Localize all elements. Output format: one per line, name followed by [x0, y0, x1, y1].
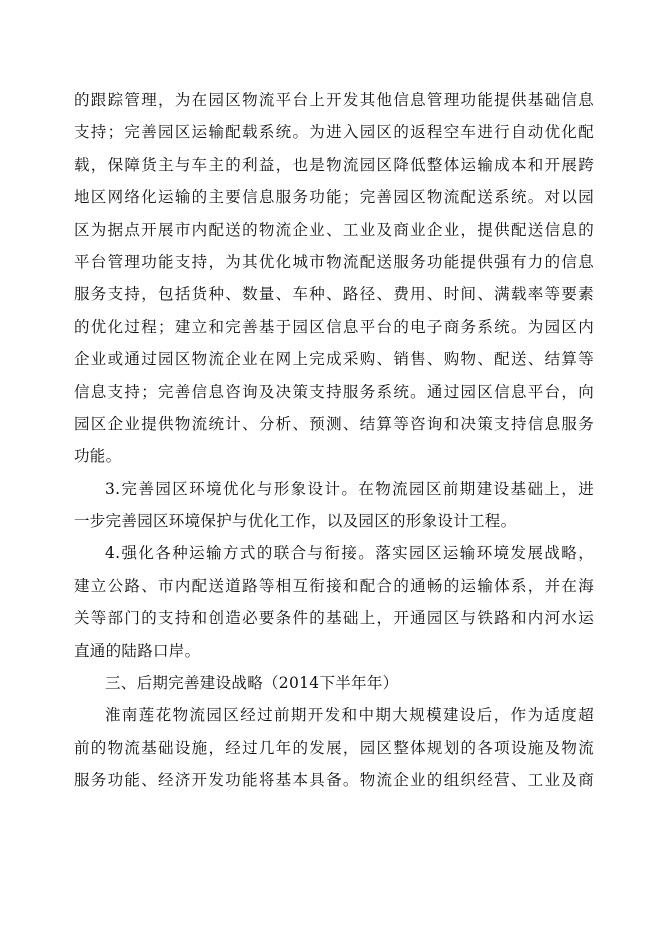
- text-line: 功能。: [74, 447, 122, 466]
- body-text: [74, 84, 594, 797]
- text-line: 服务功能、经济开发功能将基本具备。物流企业的组织经营、工业及商: [74, 771, 594, 790]
- text-line: 平台管理功能支持，为其优化城市物流配送服务功能提供强有力的信息: [74, 252, 594, 271]
- text-line: 4.强化各种运输方式的联合与衔接。落实园区运输环境发展战略，: [105, 544, 594, 563]
- text-line: 信息支持；完善信息咨询及决策支持服务系统。通过园区信息平台，向: [74, 382, 594, 401]
- text-line: 地区网络化运输的主要信息服务功能；完善园区物流配送系统。对以园: [74, 188, 594, 207]
- text-line: 前的物流基础设施，经过几年的发展，园区整体规划的各项设施及物流: [74, 738, 594, 757]
- text-line: 关等部门的支持和创造必要条件的基础上，开通园区与铁路和内河水运: [74, 609, 594, 628]
- text-line: 淮南莲花物流园区经过前期开发和中期大规模建设后，作为适度超: [105, 706, 594, 725]
- text-line: 服务支持，包括货种、数量、车种、路径、费用、时间、满载率等要素: [74, 285, 594, 304]
- text-line: 直通的陆路口岸。: [74, 641, 201, 660]
- text-line: 建立公路、市内配送道路等相互衔接和配合的通畅的运输体系，并在海: [74, 576, 594, 595]
- section-heading: 三、后期完善建设战略（2014下半年年）: [105, 674, 399, 693]
- text-line: 3.完善园区环境优化与形象设计。在物流园区前期建设基础上，进: [105, 479, 594, 498]
- text-line: 一步完善园区环境保护与优化工作，以及园区的形象设计工程。: [74, 512, 517, 531]
- text-line: 支持；完善园区运输配载系统。为进入园区的返程空车进行自动优化配: [74, 123, 594, 142]
- text-line: 的优化过程；建立和完善基于园区信息平台的电子商务系统。为园区内: [74, 317, 594, 336]
- text-line: 载，保障货主与车主的利益，也是物流园区降低整体运输成本和开展跨: [74, 155, 594, 174]
- text-line: 企业或通过园区物流企业在网上完成采购、销售、购物、配送、结算等: [74, 350, 594, 369]
- text-line: 的跟踪管理，为在园区物流平台上开发其他信息管理功能提供基础信息: [74, 91, 594, 109]
- text-line: 园区企业提供物流统计、分析、预测、结算等咨询和决策支持信息服务: [74, 414, 594, 433]
- text-line: 区为据点开展市内配送的物流企业、工业及商业企业，提供配送信息的: [74, 220, 594, 239]
